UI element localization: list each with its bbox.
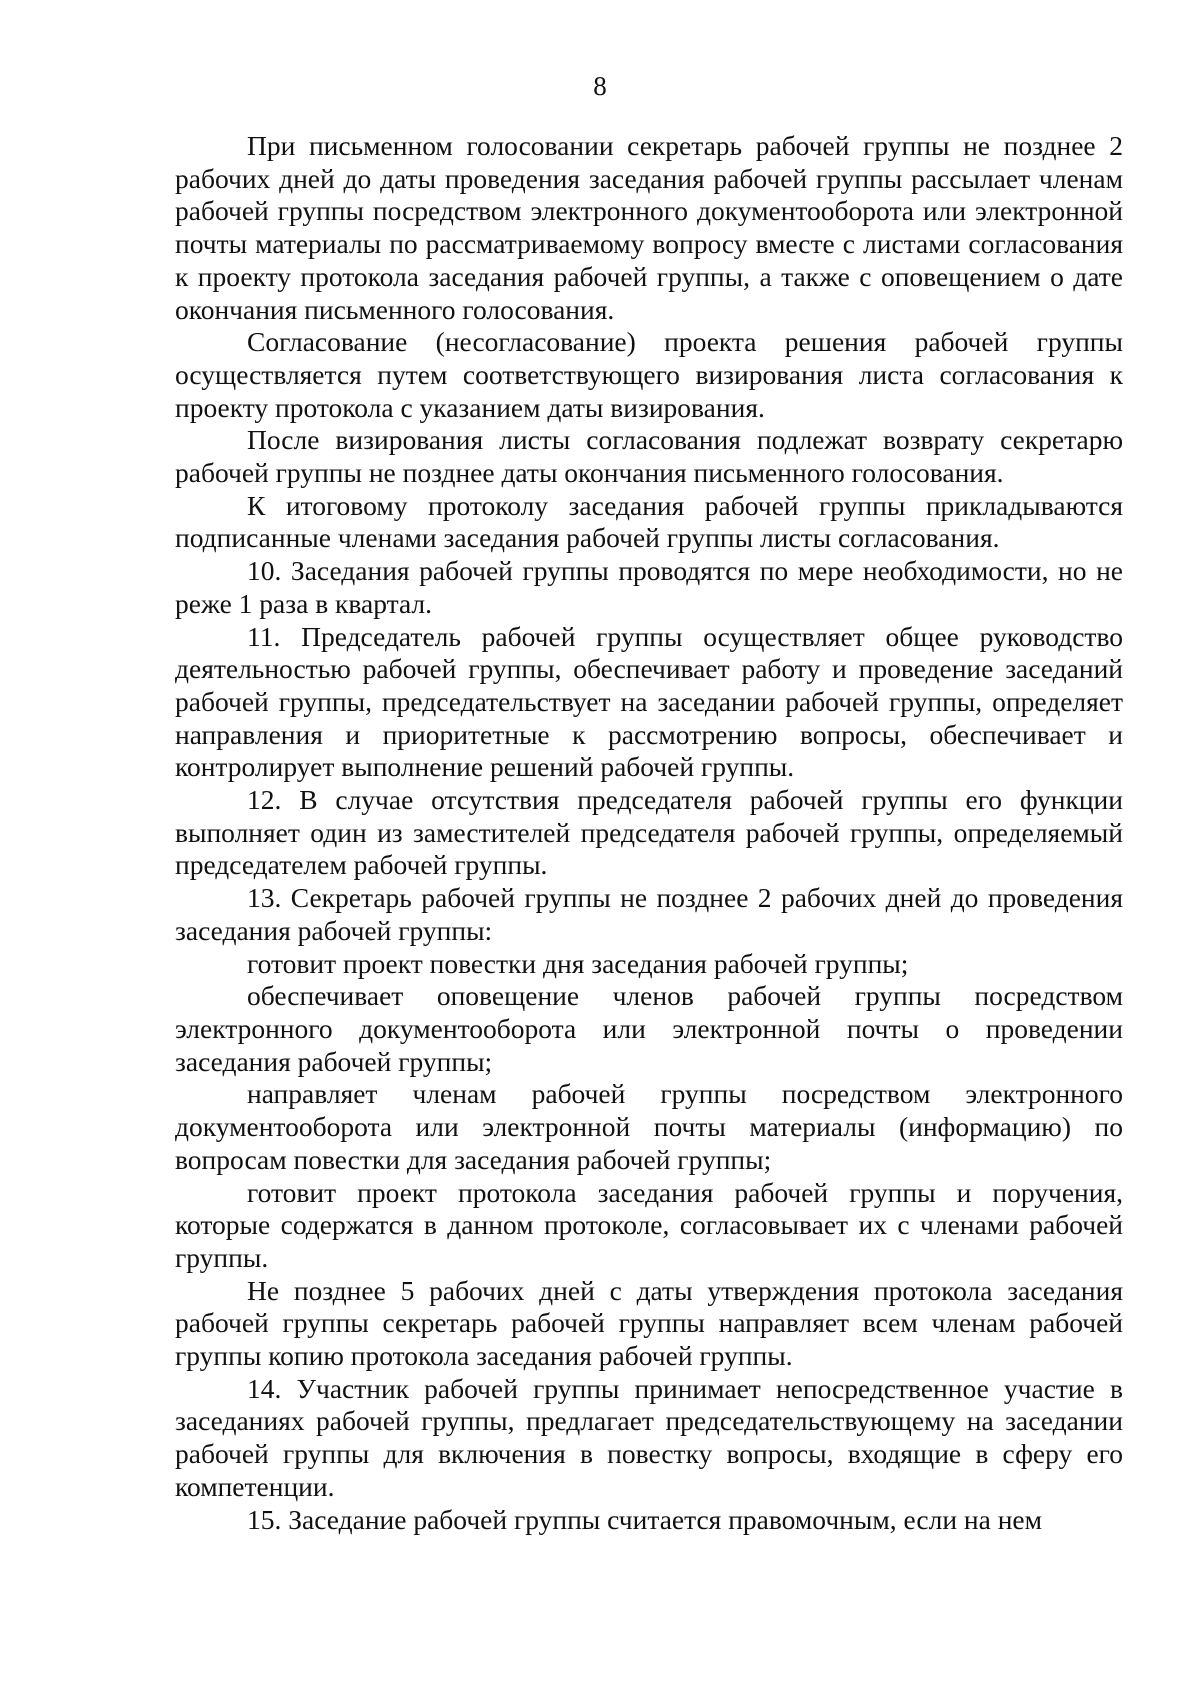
- paragraph-item-11: 11. Председатель рабочей группы осуществляет общее руководство деятельностью рабочей группы, обеспечивает работу и проведение заседаний рабочей группы, председательствует на заседании рабочей группы, определяет направления и приоритетные к рассмотрению вопросы, обеспечивает и контролирует выполнение решений рабочей группы.: [175, 620, 1123, 783]
- paragraph-item-10: 10. Заседания рабочей группы проводятся по мере необходимости, но не реже 1 раза в квартал.: [175, 555, 1123, 619]
- paragraph-protocol-draft: готовит проект протокола заседания рабочей группы и поручения, которые содержатся в данном протоколе, согласовывает их с членами рабочей группы.: [175, 1176, 1123, 1273]
- paragraph-notification: обеспечивает оповещение членов рабочей группы посредством электронного документооборота или электронной почты о проведении заседания рабочей группы;: [175, 980, 1123, 1077]
- document-body: [175, 130, 1123, 1536]
- paragraph-approval: Согласование (несогласование) проекта решения рабочей группы осуществляется путем соответствующего визирования листа согласования к проекту протокола с указанием даты визирования.: [175, 326, 1123, 423]
- paragraph-item-12: 12. В случае отсутствия председателя рабочей группы его функции выполняет один из заместителей председателя рабочей группы, определяемый председателем рабочей группы.: [175, 784, 1123, 881]
- paragraph-agenda-draft: готовит проект повестки дня заседания рабочей группы;: [247, 947, 909, 979]
- paragraph-item-15: 15. Заседание рабочей группы считается правомочным, если на нем: [247, 1503, 1043, 1535]
- paragraph-return-sheets: После визирования листы согласования подлежат возврату секретарю рабочей группы не позднее даты окончания письменного голосования.: [175, 424, 1123, 489]
- paragraph-written-voting: При письменном голосовании секретарь рабочей группы не позднее 2 рабочих дней до даты проведения заседания рабочей группы рассылает членам рабочей группы посредством электронного документооборота или электронной почты материалы по рассматриваемому вопросу вместе с листами согласования к проекту протокола заседания рабочей группы, а также с оповещением о дате окончания письменного голосования.: [175, 130, 1123, 325]
- paragraph-protocol-copy: Не позднее 5 рабочих дней с даты утверждения протокола заседания рабочей группы секретарь рабочей группы направляет всем членам рабочей группы копию протокола заседания рабочей группы.: [175, 1274, 1123, 1372]
- paragraph-materials: направляет членам рабочей группы посредством электронного документооборота или электронной почты материалы (информацию) по вопросам повестки для заседания рабочей группы;: [175, 1078, 1123, 1175]
- paragraph-item-13: 13. Секретарь рабочей группы не позднее 2 рабочих дней до проведения заседания рабочей группы:: [175, 882, 1123, 946]
- page-number: 8: [593, 71, 607, 101]
- paragraph-item-14: 14. Участник рабочей группы принимает непосредственное участие в заседаниях рабочей группы, предлагает председательствующему на заседании рабочей группы для включения в повестку вопросы, входящие в сферу его компетенции.: [175, 1372, 1123, 1502]
- paragraph-final-protocol: К итоговому протоколу заседания рабочей группы прикладываются подписанные членами заседания рабочей группы листы согласования.: [175, 489, 1123, 554]
